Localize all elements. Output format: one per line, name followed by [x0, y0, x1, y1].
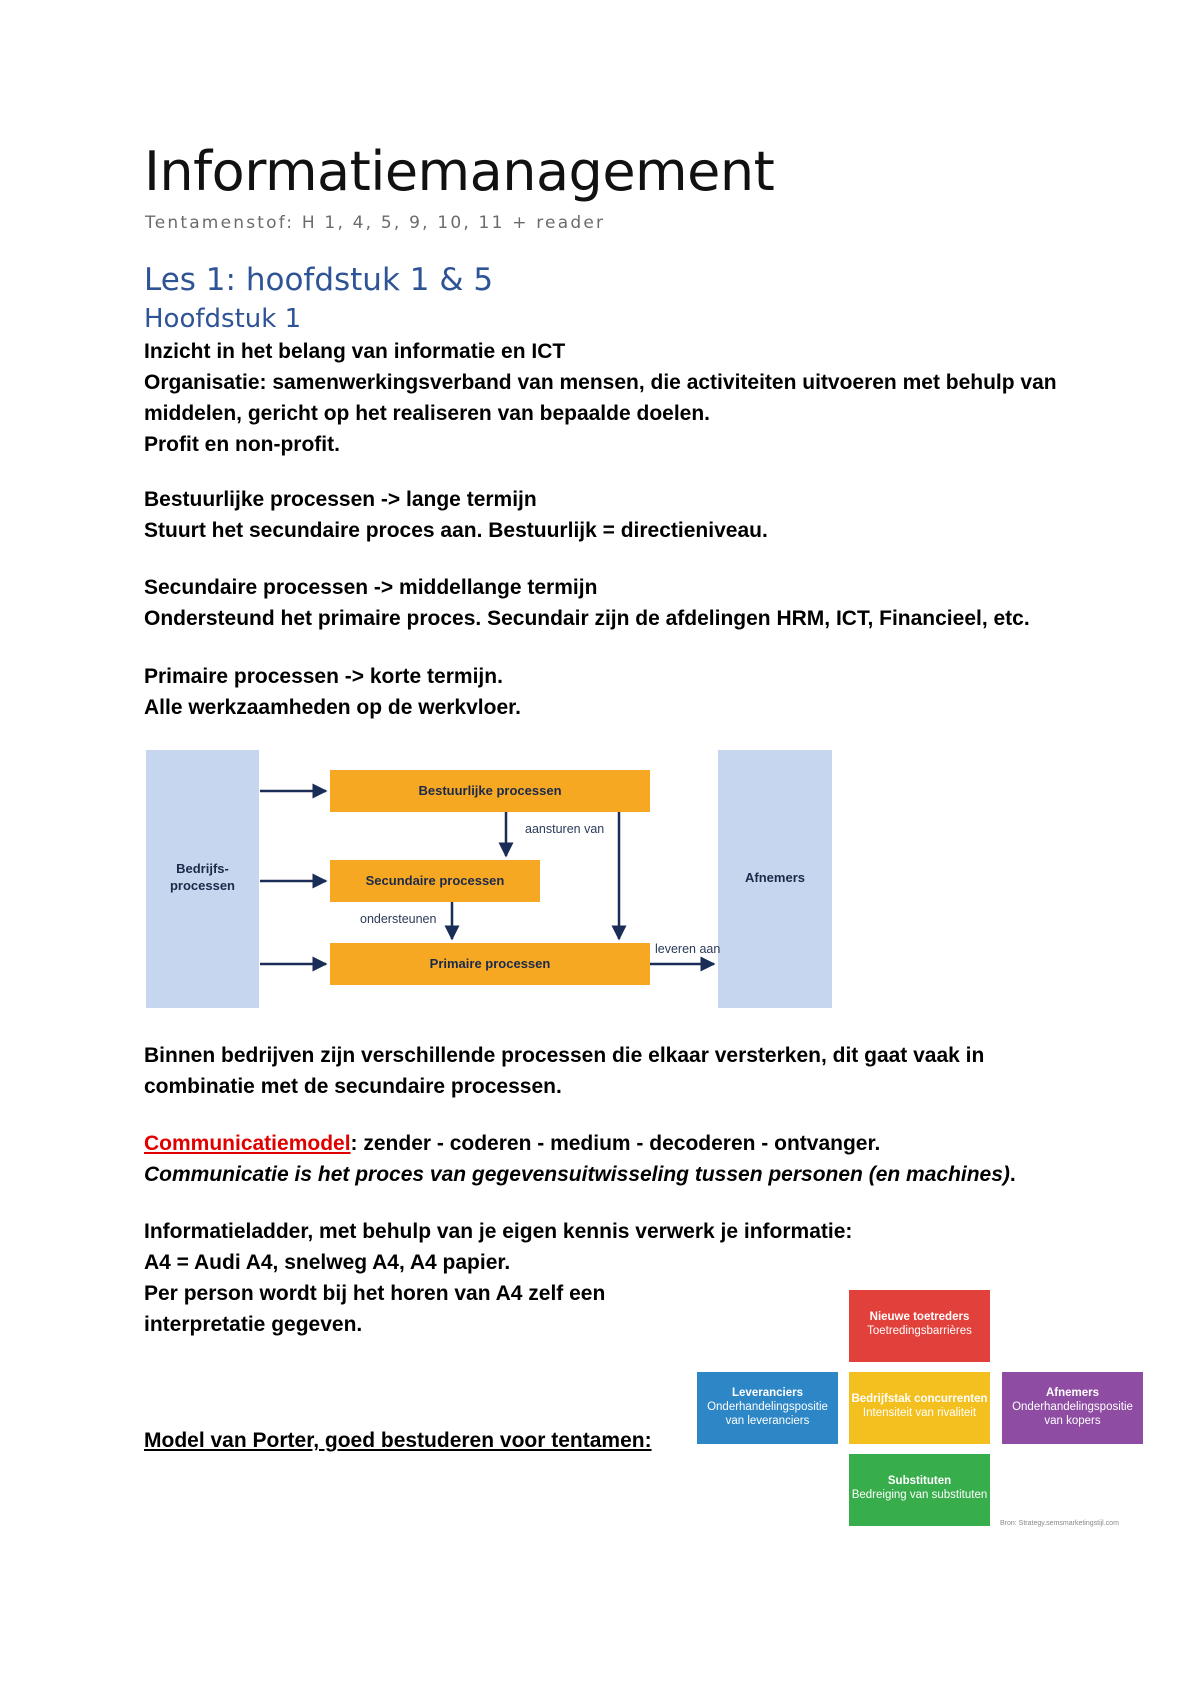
text-line: combinatie met de secundaire processen.: [144, 1075, 562, 1098]
document-subtitle: Tentamenstof: H 1, 4, 5, 9, 10, 11 + reader: [145, 213, 606, 233]
text-line: Ondersteund het primaire proces. Secundair zijn de afdelingen HRM, ICT, Financieel, etc.: [144, 607, 1030, 630]
document-title: Informatiemanagement: [144, 140, 775, 203]
porter-box-title: Nieuwe toetreders: [869, 1311, 970, 1323]
bedrijfsprocessen-label: Bedrijfs- processen: [169, 861, 236, 893]
text-line: A4 = Audi A4, snelweg A4, A4 papier.: [144, 1251, 511, 1274]
paragraph-communicatiemodel: [144, 1128, 1084, 1190]
text-line: Stuurt het secundaire proces aan. Bestuurlijk = directieniveau.: [144, 519, 768, 542]
porter-box-sub: Onderhandelingspositie van leveranciers: [707, 1401, 828, 1427]
porter-leveranciers: [697, 1372, 838, 1444]
process-diagram: [144, 748, 834, 1010]
heading-les-1: Les 1: hoofdstuk 1 & 5: [144, 262, 494, 298]
porter-box-sub: Intensiteit van rivaliteit: [862, 1407, 977, 1419]
porter-box-sub: Toetredingsbarrières: [867, 1325, 972, 1337]
porter-box-title: Leveranciers: [732, 1387, 803, 1399]
secundaire-processen-label: Secundaire processen: [365, 873, 505, 888]
porter-box-title: Substituten: [887, 1475, 952, 1487]
text-line: Binnen bedrijven zijn verschillende processen die elkaar versterken, dit gaat vaak in: [144, 1044, 985, 1067]
heading-hoofdstuk-1: Hoofdstuk 1: [144, 304, 302, 334]
paragraph-secundair: [144, 572, 1084, 634]
porter-box-title: Afnemers: [1045, 1387, 1100, 1399]
primaire-processen-label: Primaire processen: [429, 956, 551, 971]
porter-bedrijfstak-concurrenten: [849, 1372, 990, 1444]
porter-afnemers: [1002, 1372, 1143, 1444]
porter-nieuwe-toetreders: [849, 1290, 990, 1362]
text-line: Organisatie: samenwerkingsverband van mensen, die activiteiten uitvoeren met behulp van: [144, 371, 1057, 394]
bestuurlijke-processen-label: Bestuurlijke processen: [418, 783, 562, 798]
text-line: Bestuurlijke processen -> lange termijn: [144, 488, 537, 511]
communicatie-definition: Communicatie is het proces van gegevensuitwisseling tussen personen (en machines): [144, 1163, 1010, 1186]
porter-box-sub: Bedreiging van substituten: [851, 1489, 988, 1501]
paragraph-binnen-bedrijven: [144, 1040, 1084, 1102]
paragraph-organisatie: [144, 336, 1084, 460]
communicatiemodel-link[interactable]: Communicatiemodel: [144, 1132, 351, 1155]
paragraph-primair: [144, 661, 1084, 723]
porter-credit: Bron: Strategy.semsmarketingstijl.com: [1000, 1520, 1119, 1527]
paragraph-bestuurlijk: [144, 484, 1084, 546]
text-line: Primaire processen -> korte termijn.: [144, 665, 503, 688]
porter-heading: Model van Porter, goed bestuderen voor tentamen:: [144, 1429, 652, 1452]
leveren-label: leveren aan: [655, 942, 721, 956]
text-line: middelen, gericht op het realiseren van bepaalde doelen.: [144, 402, 710, 425]
text-line: Secundaire processen -> middellange termijn: [144, 576, 598, 599]
afnemers-label: Afnemers: [745, 870, 805, 885]
text-line: [144, 1159, 1084, 1190]
text-line: Per person wordt bij het horen van A4 zelf een: [144, 1282, 606, 1305]
text-line: [144, 1128, 1084, 1159]
text-line: Alle werkzaamheden op de werkvloer.: [144, 696, 521, 719]
porter-box-title: Bedrijfstak concurrenten: [851, 1393, 988, 1405]
porter-box-sub: Onderhandelingspositie van kopers: [1012, 1401, 1133, 1427]
aansturen-label: aansturen van: [525, 822, 605, 836]
communicatie-period: .: [1009, 1163, 1016, 1186]
text-line: Profit en non-profit.: [144, 433, 340, 456]
porter-model: [697, 1290, 1145, 1530]
text-line: Inzicht in het belang van informatie en ICT: [144, 340, 566, 363]
ondersteunen-label: ondersteunen: [360, 912, 437, 926]
porter-substituten: [849, 1454, 990, 1526]
text-line: interpretatie gegeven.: [144, 1313, 363, 1336]
communicatiemodel-description: : zender - coderen - medium - decoderen - ontvanger.: [350, 1132, 881, 1155]
text-line: Informatieladder, met behulp van je eigen kennis verwerk je informatie:: [144, 1220, 853, 1243]
